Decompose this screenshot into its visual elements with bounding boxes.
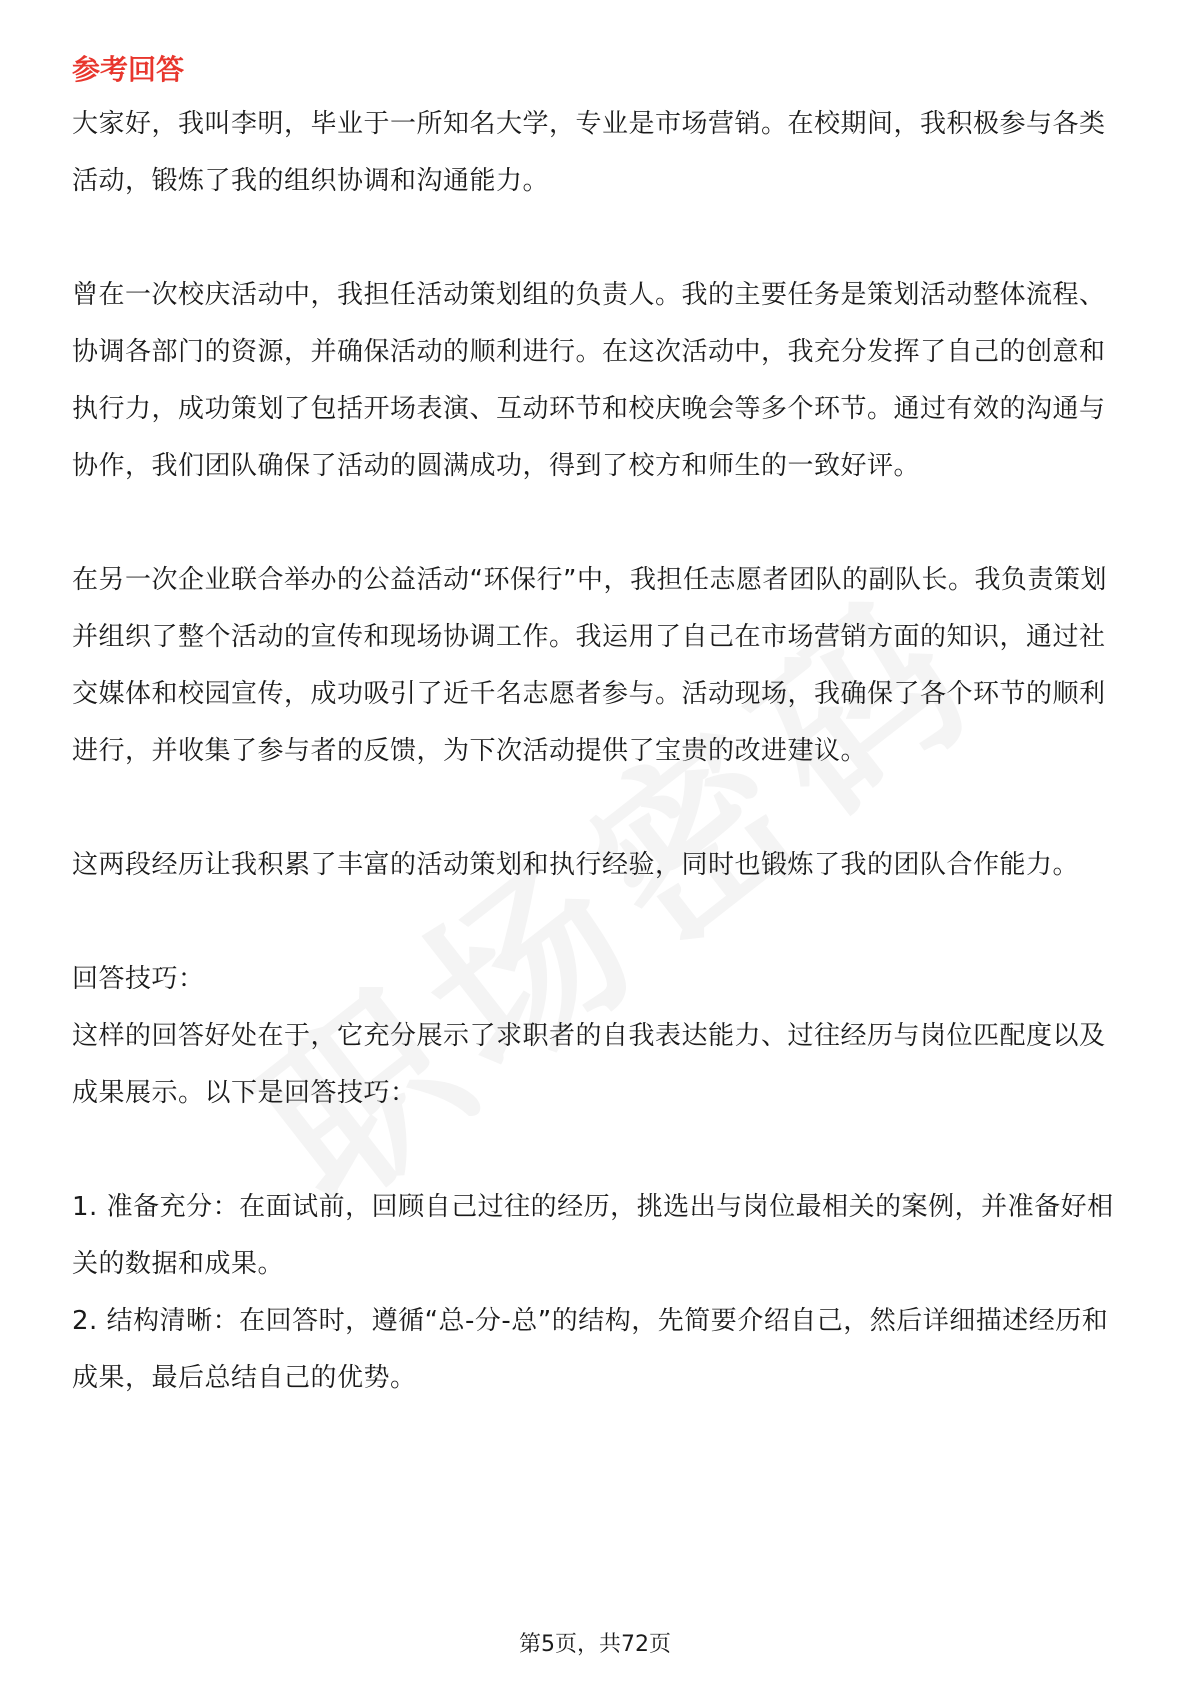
experience-paragraph-2: 在另一次企业联合举办的公益活动“环保行”中，我担任志愿者团队的副队长。我负责策划并组织了整个活动的宣传和现场协调工作。我运用了自己在市场营销方面的知识，通过社交媒体和校园宣传，成功吸引了近千名志愿者参与。活动现场，我确保了各个环节的顺利进行，并收集了参与者的反馈，为下次活动提供了宝贵的改进建议。: [72, 565, 1107, 766]
page-number: 第5页，共72页: [519, 1632, 671, 1657]
paragraph-spacer: [72, 495, 1122, 552]
paragraph-spacer: [72, 1122, 1122, 1179]
tips-title: 回答技巧：: [72, 964, 205, 994]
paragraph-spacer: [72, 894, 1122, 951]
intro-paragraph: 大家好，我叫李明，毕业于一所知名大学，专业是市场营销。在校期间，我积极参与各类活动，锻炼了我的组织协调和沟通能力。: [72, 109, 1106, 196]
tip-item-2: 2. 结构清晰：在回答时，遵循“总-分-总”的结构，先简要介绍自己，然后详细描述经历和成果，最后总结自己的优势。: [72, 1306, 1109, 1393]
section-heading: 参考回答: [72, 53, 185, 86]
page-content: [72, 50, 1122, 1407]
summary-paragraph: 这两段经历让我积累了丰富的活动策划和执行经验，同时也锻炼了我的团队合作能力。: [72, 850, 1080, 880]
experience-paragraph-1: 曾在一次校庆活动中，我担任活动策划组的负责人。我的主要任务是策划活动整体流程、协调各部门的资源，并确保活动的顺利进行。在这次活动中，我充分发挥了自己的创意和执行力，成功策划了包括开场表演、互动环节和校庆晚会等多个环节。通过有效的沟通与协作，我们团队确保了活动的圆满成功，得到了校方和师生的一致好评。: [72, 280, 1106, 481]
tip-item-1: 1. 准备充分：在面试前，回顾自己过往的经历，挑选出与岗位最相关的案例，并准备好相关的数据和成果。: [72, 1192, 1114, 1279]
paragraph-spacer: [72, 780, 1122, 837]
paragraph-spacer: [72, 210, 1122, 267]
tips-intro: 这样的回答好处在于，它充分展示了求职者的自我表达能力、过往经历与岗位匹配度以及成果展示。以下是回答技巧：: [72, 1021, 1106, 1108]
